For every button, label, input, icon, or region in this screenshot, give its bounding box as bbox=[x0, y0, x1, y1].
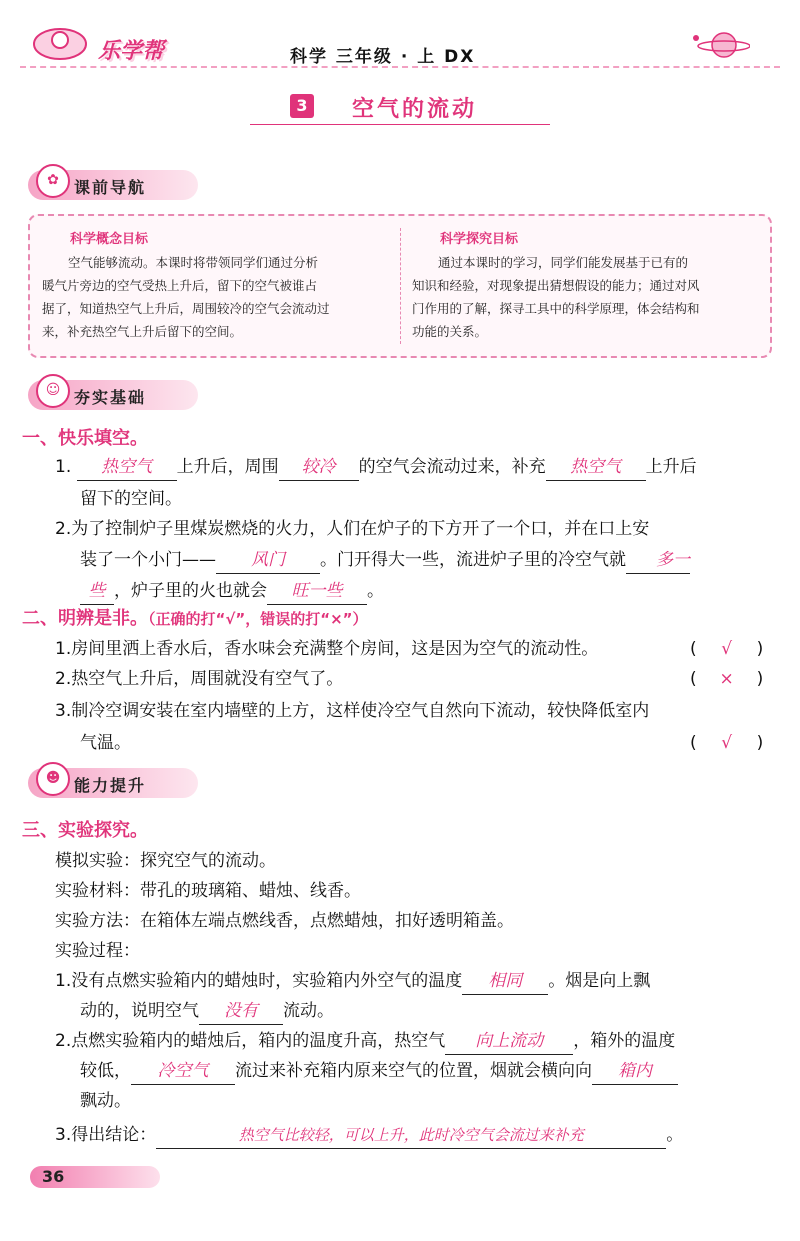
text: 较低， bbox=[80, 1061, 131, 1081]
q3-method: 实验方法：在箱体左端点燃线香，点燃蜡烛，扣好透明箱盖。 bbox=[55, 911, 514, 931]
answer-blank: 向上流动 bbox=[445, 1028, 573, 1055]
goal-text: 功能的关系。 bbox=[412, 324, 488, 339]
text: 装了一个小门—— bbox=[80, 550, 216, 570]
planet-icon bbox=[690, 28, 750, 62]
q2-item-1: 1.房间里洒上香水后，香水味会充满整个房间，这是因为空气的流动性。 bbox=[55, 639, 599, 659]
q1-line-2: 留下的空间。 bbox=[80, 489, 182, 509]
answer-blank: 风门 bbox=[216, 547, 320, 574]
text: 上升后 bbox=[645, 457, 697, 477]
bracket: ) bbox=[756, 639, 764, 659]
text: 的空气会流动过来，补充 bbox=[358, 457, 546, 477]
item-number: 1. bbox=[55, 457, 72, 477]
judge-bracket-2 bbox=[690, 664, 780, 694]
section-label: 夯实基础 bbox=[74, 388, 147, 407]
goal-text: 空气能够流动。本课时将带领同学们通过分析 bbox=[68, 255, 319, 270]
q3-step-3 bbox=[55, 1120, 683, 1150]
section-header-preview bbox=[28, 170, 198, 200]
text: 流过来补充箱内原来空气的位置，烟就会横向向 bbox=[235, 1061, 592, 1081]
section-label: 能力提升 bbox=[74, 776, 147, 795]
goal-text: 门作用的了解，探寻工具中的科学原理，体会结构和 bbox=[412, 301, 700, 316]
bracket: ( bbox=[690, 733, 697, 753]
answer-blank: 热空气 bbox=[77, 454, 177, 481]
text: 3.得出结论： bbox=[55, 1125, 157, 1145]
answer-mark: √ bbox=[721, 733, 733, 753]
lesson-title: 空气的流动 bbox=[352, 97, 478, 122]
answer-blank: 箱内 bbox=[592, 1058, 678, 1085]
goal-text: 通过本课时的学习，同学们能发展基于已有的 bbox=[438, 255, 689, 270]
bracket: ) bbox=[756, 669, 764, 689]
q3-step-2-cont bbox=[80, 1056, 678, 1086]
text: 。 bbox=[666, 1125, 684, 1145]
goal-text: 知识和经验，对现象提出猜想假设的能力；通过对风 bbox=[412, 278, 700, 293]
lesson-number: 3 bbox=[290, 94, 314, 118]
answer-blank: 旺一些 bbox=[267, 578, 367, 605]
concept-goal bbox=[42, 228, 394, 343]
answer-blank: 冷空气 bbox=[131, 1058, 235, 1085]
text: 。 bbox=[367, 581, 384, 601]
text: 2.点燃实验箱内的蜡烛后，箱内的温度升高，热空气 bbox=[55, 1031, 446, 1051]
cat-mascot-icon: ☺ bbox=[36, 374, 70, 408]
answer-blank: 些 bbox=[80, 578, 114, 605]
goal-text: 暖气片旁边的空气受热上升后，留下的空气被谁占 bbox=[42, 278, 318, 293]
brand-logo-icon bbox=[30, 22, 90, 62]
text: 。烟是向上飘 bbox=[548, 971, 651, 991]
judge-bracket-1 bbox=[690, 634, 780, 664]
header-subject: 科学 三年级 · 上 DX bbox=[290, 47, 476, 67]
answer-mark: × bbox=[719, 669, 734, 689]
text: 1.没有点燃实验箱内的蜡烛时，实验箱内外空气的温度 bbox=[55, 971, 463, 991]
q1-line-5 bbox=[80, 576, 384, 606]
bracket: ) bbox=[756, 733, 764, 753]
goal-text: 来，补充热空气上升后留下的空间。 bbox=[42, 324, 243, 339]
section-label: 课前导航 bbox=[74, 178, 147, 197]
lesson-title-bar bbox=[250, 92, 550, 125]
answer-blank: 相同 bbox=[462, 968, 548, 995]
judge-bracket-3 bbox=[690, 728, 780, 758]
q3-step-1-cont bbox=[80, 996, 334, 1026]
question-3-heading: 三、实验探究。 bbox=[22, 820, 148, 841]
q1-line-1 bbox=[55, 452, 697, 482]
inquiry-goal bbox=[412, 228, 764, 343]
answer-mark: √ bbox=[721, 639, 733, 659]
heading-text: 二、明辨是非。 bbox=[22, 608, 148, 629]
text: 流动。 bbox=[283, 1001, 334, 1021]
hint-text: （正确的打“√”，错误的打“×”） bbox=[148, 610, 368, 628]
answer-blank: 没有 bbox=[199, 998, 283, 1025]
inquiry-goal-title: 科学探究目标 bbox=[440, 232, 519, 247]
q2-item-2: 2.热空气上升后，周围就没有空气了。 bbox=[55, 669, 344, 689]
q3-process: 实验过程： bbox=[55, 941, 140, 961]
q2-item-3: 3.制冷空调安装在室内墙壁的上方，这样使冷空气自然向下流动，较快降低室内 bbox=[55, 701, 650, 721]
answer-blank: 多一 bbox=[626, 547, 690, 574]
goals-divider bbox=[400, 228, 401, 344]
page-number-tab bbox=[30, 1166, 160, 1188]
question-1-heading: 一、快乐填空。 bbox=[22, 428, 148, 449]
question-2-heading bbox=[22, 604, 368, 630]
text: 。门开得大一些，流进炉子里的冷空气就 bbox=[320, 550, 626, 570]
q3-step-1 bbox=[55, 966, 650, 996]
q1-line-4 bbox=[80, 545, 690, 575]
text: 上升后，周围 bbox=[176, 457, 279, 477]
q1-line-3: 2.为了控制炉子里煤炭燃烧的火力，人们在炉子的下方开了一个口，并在口上安 bbox=[55, 519, 650, 539]
goals-box bbox=[28, 214, 772, 358]
section-header-improve bbox=[28, 768, 198, 798]
header-divider bbox=[20, 66, 780, 68]
bracket: ( bbox=[690, 639, 697, 659]
girl-mascot-icon: ☻ bbox=[36, 762, 70, 796]
answer-blank: 较冷 bbox=[279, 454, 359, 481]
text: 动的，说明空气 bbox=[80, 1001, 199, 1021]
answer-blank: 热空气比较轻，可以上升，此时冷空气会流过来补充 bbox=[156, 1122, 666, 1149]
rabbit-mascot-icon: ✿ bbox=[36, 164, 70, 198]
q3-step-2-end: 飘动。 bbox=[80, 1091, 131, 1111]
goal-text: 据了，知道热空气上升后，周围较冷的空气会流动过 bbox=[42, 301, 330, 316]
q2-item-3-cont: 气温。 bbox=[80, 733, 131, 753]
q3-materials: 实验材料：带孔的玻璃箱、蜡烛、线香。 bbox=[55, 881, 361, 901]
q3-sim: 模拟实验：探究空气的流动。 bbox=[55, 851, 276, 871]
text: ，箱外的温度 bbox=[573, 1031, 676, 1051]
brand-name: 乐学帮 bbox=[98, 39, 165, 64]
concept-goal-title: 科学概念目标 bbox=[70, 232, 149, 247]
page-number: 36 bbox=[42, 1167, 65, 1186]
text: ，炉子里的火也就会 bbox=[114, 581, 267, 601]
section-header-basics bbox=[28, 380, 198, 410]
q3-step-2 bbox=[55, 1026, 675, 1056]
answer-blank: 热空气 bbox=[546, 454, 646, 481]
bracket: ( bbox=[690, 669, 697, 689]
